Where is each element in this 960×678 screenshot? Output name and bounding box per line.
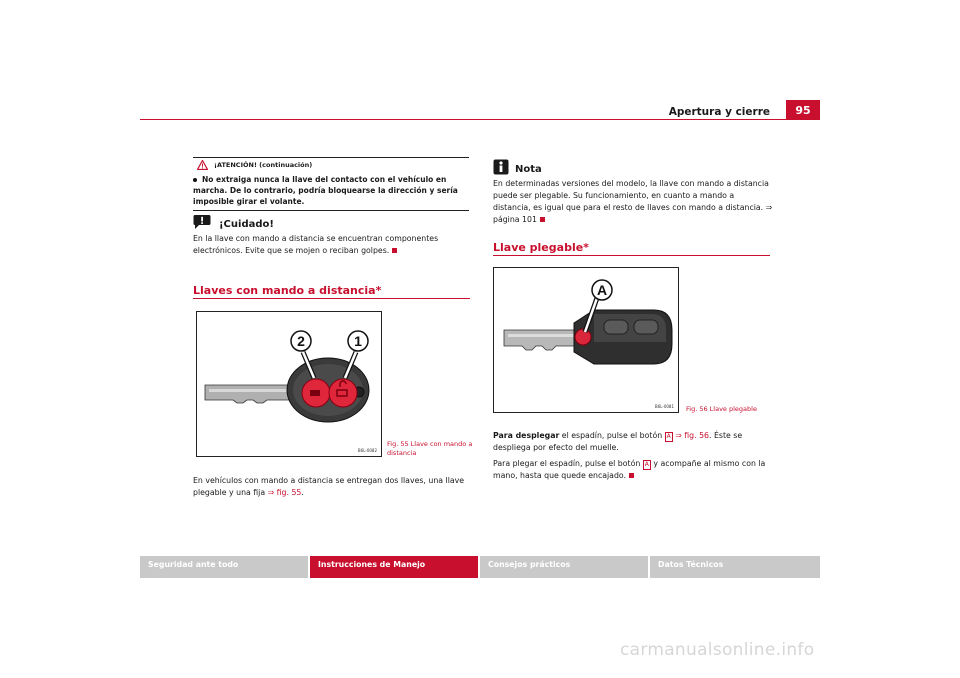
end-mark	[392, 248, 397, 253]
fig-56-link[interactable]: ⇒ fig. 56	[675, 431, 709, 440]
caution-text-block	[193, 233, 473, 257]
footer-tab-datos[interactable]: Datos Técnicos	[650, 556, 820, 578]
watermark: carmanualsonline.info	[620, 640, 815, 660]
caution-heading	[193, 214, 274, 230]
remote-body-end: .	[301, 488, 304, 497]
unfold-text-a: el espadín, pulse el botón	[559, 431, 665, 440]
figure-folding-key	[493, 267, 679, 413]
warning-header	[193, 157, 469, 171]
footer-tab-consejos[interactable]: Consejos prácticos	[480, 556, 648, 578]
button-a-ref: A	[644, 461, 649, 468]
unfold-bold-label: Para desplegar	[493, 431, 560, 440]
fold-paragraph	[493, 458, 773, 482]
callout-2: 2	[297, 333, 305, 349]
remote-body-paragraph	[193, 475, 473, 499]
info-note-icon	[493, 159, 509, 175]
callout-a: A	[596, 282, 608, 298]
fold-text-a: Para plegar el espadín, pulse el botón	[493, 459, 643, 468]
figure-remote-key	[196, 311, 382, 457]
warning-box	[193, 157, 469, 206]
note-text: En determinadas versiones del modelo, la llave con mando a distancia puede ser plegable. Su funcionamiento, en cuanto a mando a distancia, es igual que para el resto de llaves con mando a distancia.	[493, 179, 769, 212]
end-mark	[629, 473, 634, 478]
button-a-ref: A	[666, 433, 671, 440]
warning-title: ¡ATENCIÓN! (continuación)	[214, 160, 313, 169]
unfold-paragraph	[493, 430, 773, 454]
folding-key-illustration	[494, 268, 678, 412]
caution-text: En la llave con mando a distancia se encuentran componentes electrónicos. Evite que se mojen o reciban golpes.	[193, 234, 439, 255]
note-text-block	[493, 178, 773, 226]
exclamation-icon	[193, 214, 211, 230]
remote-key-illustration	[197, 312, 381, 456]
fold-text-b: y acompañe al mismo con la mano, hasta que quede encajado.	[493, 459, 766, 480]
footer-tab-instrucciones[interactable]: Instrucciones de Manejo	[310, 556, 478, 578]
figure-code-fold: B6L-0081	[654, 404, 674, 409]
bullet-icon	[193, 178, 197, 182]
caution-title: ¡Cuidado!	[219, 219, 274, 230]
figure-code-remote: B6L-0082	[357, 448, 377, 453]
note-title: Nota	[515, 164, 542, 175]
warning-triangle-icon	[197, 160, 208, 170]
fig-55-link[interactable]: ⇒ fig. 55	[267, 488, 302, 497]
section-rule-remote	[193, 298, 470, 299]
footer-tab-seguridad[interactable]: Seguridad ante todo	[140, 556, 308, 578]
section-title-fold: Llave plegable*	[493, 241, 589, 254]
remote-body-text: En vehículos con mando a distancia se entregan dos llaves, una llave plegable y una fija	[193, 476, 465, 497]
header-rule	[140, 119, 820, 120]
caption-fig-55: Fig. 55 Llave con mando a distancia	[387, 440, 473, 457]
unfold-text-b: . Éste se despliega por efecto del muelle.	[493, 431, 743, 452]
section-rule-fold	[493, 255, 770, 256]
note-page-ref[interactable]: ⇒ página 101	[493, 203, 773, 224]
section-title-remote: Llaves con mando a distancia*	[193, 284, 382, 297]
caption-fig-56: Fig. 56 Llave plegable	[686, 405, 757, 413]
note-heading	[493, 159, 542, 175]
callout-1: 1	[354, 333, 362, 349]
page-number: 95	[786, 100, 820, 120]
warning-text-block	[193, 171, 469, 211]
warning-text: No extraiga nunca la llave del contacto con el vehículo en marcha. De lo contrario, podría bloquearse la dirección y sería imposible girar el volante.	[193, 175, 458, 206]
page-header-title: Apertura y cierre	[668, 106, 770, 118]
end-mark	[540, 217, 545, 222]
